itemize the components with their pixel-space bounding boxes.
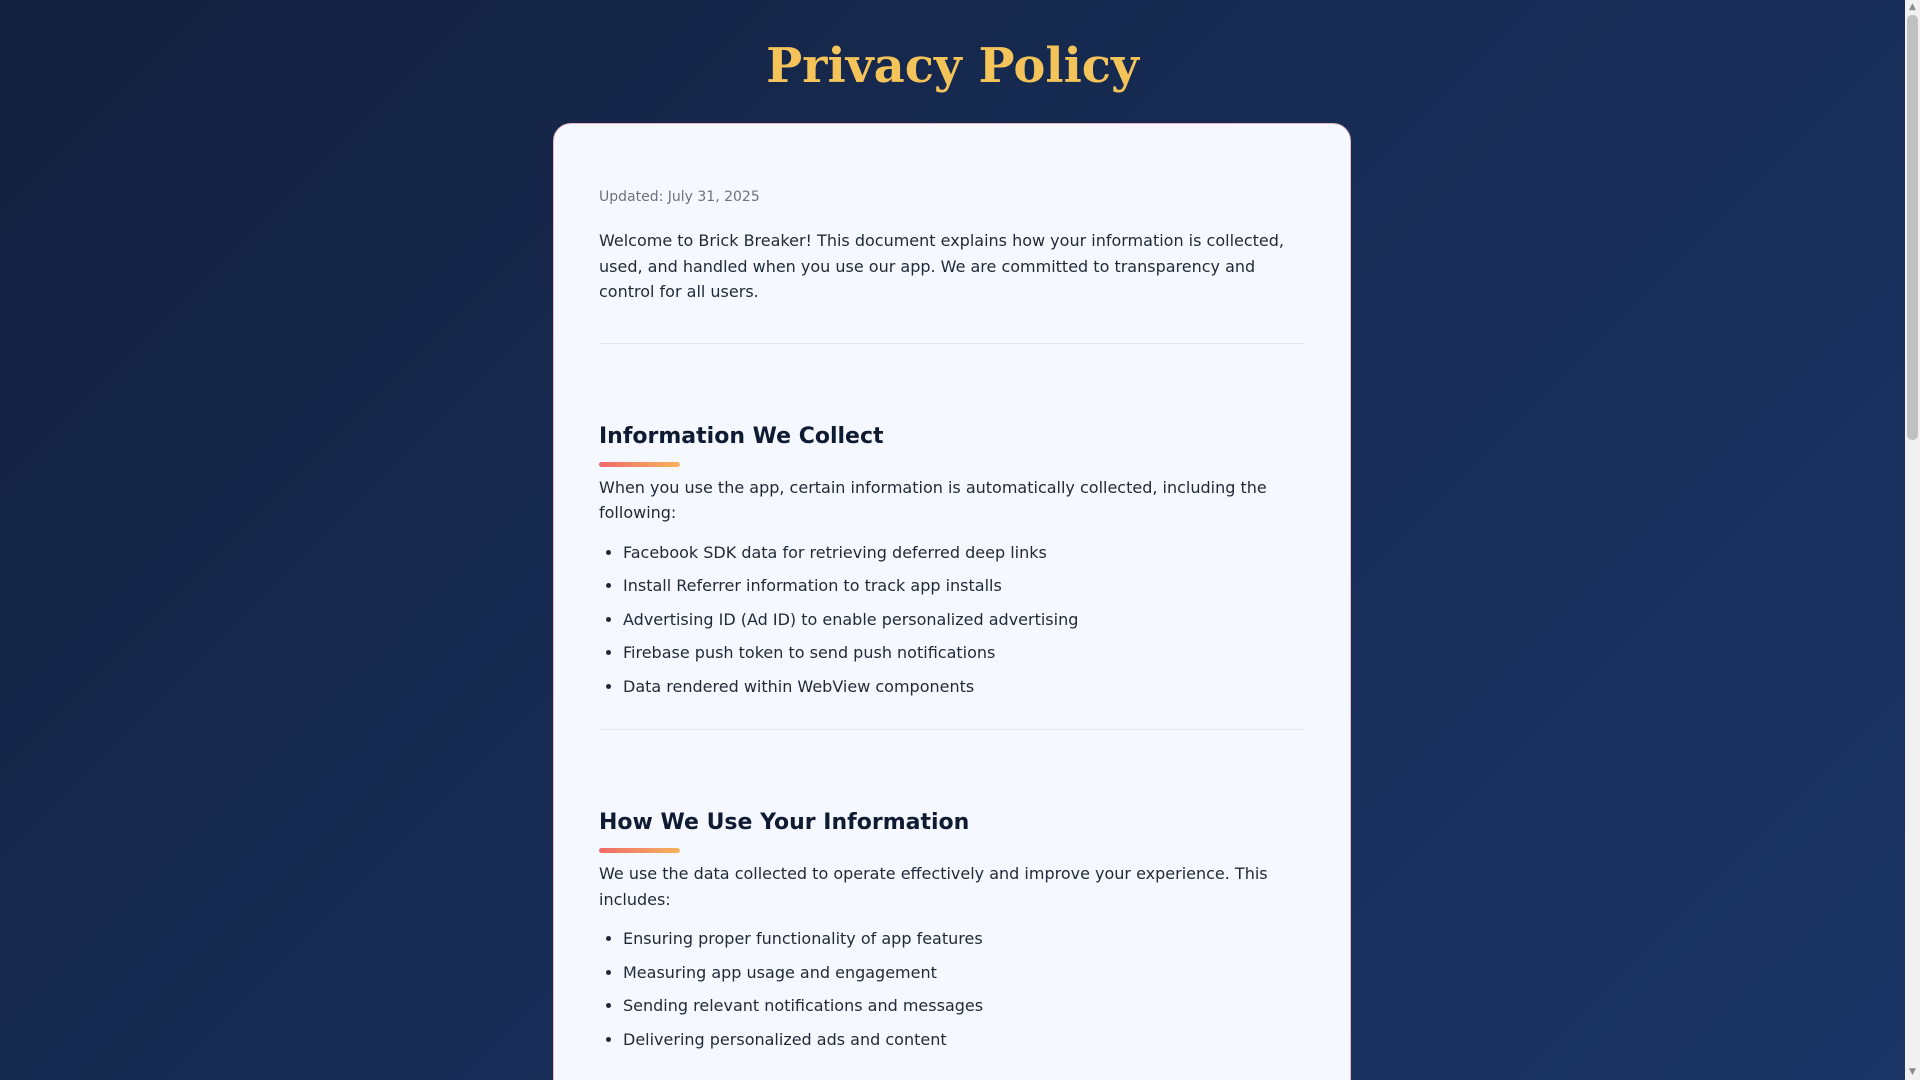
section-information-we-collect [599, 422, 1305, 731]
list-item: • Ensuring proper functionality of app features [623, 926, 1305, 952]
scroll-up-arrow-icon[interactable]: ▲ [1909, 2, 1916, 12]
list-item: • Sending relevant notifications and messages [623, 993, 1305, 1019]
scrollbar-thumb[interactable] [1907, 15, 1918, 440]
scroll-down-arrow-icon[interactable]: ▼ [1909, 1067, 1916, 1077]
page-title: Privacy Policy [766, 38, 1139, 94]
list-item: • Measuring app usage and engagement [623, 960, 1305, 986]
vertical-scrollbar[interactable] [1905, 0, 1920, 1080]
intro-paragraph: Welcome to Brick Breaker! This document explains how your information is collected, used, and handled when you use our app. We are committed to transparency and control for all users. [599, 231, 1285, 301]
policy-card [553, 123, 1351, 1080]
list-item: • Facebook SDK data for retrieving deferred deep links [623, 540, 1305, 566]
section-lead: When you use the app, certain information is automatically collected, including the following: [599, 477, 1267, 522]
collected-data-list [599, 540, 1305, 700]
list-item: • Data rendered within WebView components [623, 674, 1305, 700]
usage-list [599, 926, 1305, 1052]
section-lead: We use the data collected to operate effectively and improve your experience. This includes: [599, 864, 1268, 909]
divider [599, 343, 1305, 344]
updated-date: Updated: July 31, 2025 [599, 189, 760, 205]
section-how-we-use [599, 808, 1305, 1052]
list-item: • Delivering personalized ads and content [623, 1027, 1305, 1053]
heading-accent-bar [599, 848, 680, 853]
heading-accent-bar [599, 462, 680, 467]
section-heading: How We Use Your Information [599, 810, 970, 835]
divider [599, 729, 1305, 730]
list-item: • Firebase push token to send push notifications [623, 640, 1305, 666]
section-heading: Information We Collect [599, 423, 884, 449]
list-item: • Advertising ID (Ad ID) to enable personalized advertising [623, 607, 1305, 633]
list-item: • Install Referrer information to track app installs [623, 573, 1305, 599]
